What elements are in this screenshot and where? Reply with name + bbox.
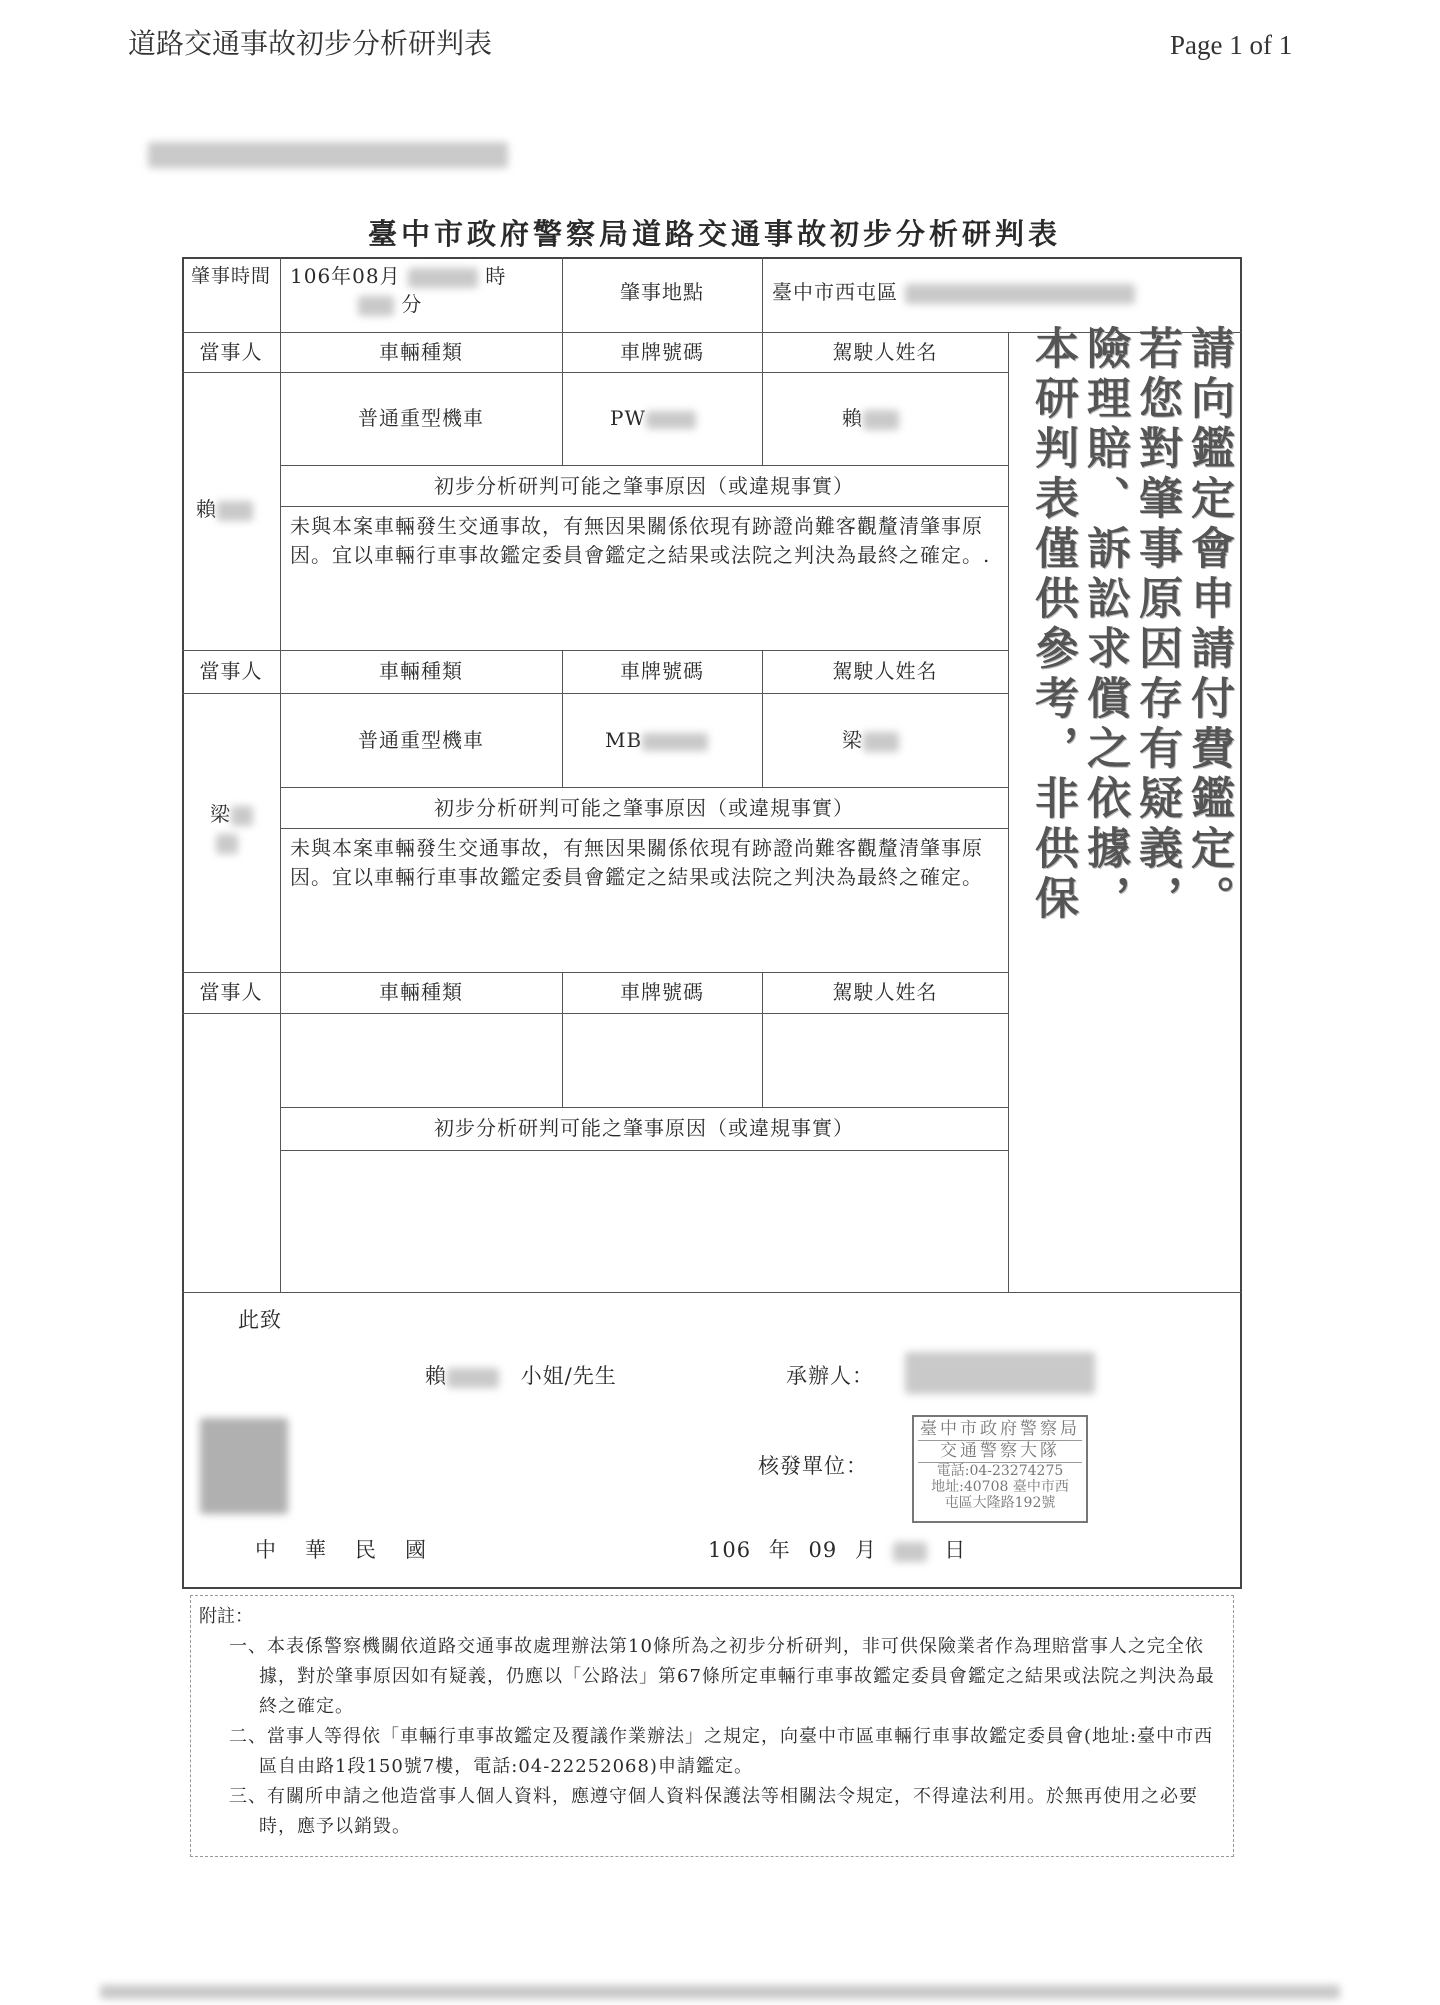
location-district: 臺中市西屯區 [772,280,898,304]
driver-label: 駕駛人姓名 [832,340,938,364]
vehicle-type-label: 車輛種類 [379,659,463,683]
redacted-name [231,806,253,826]
rule [280,828,1008,829]
party-1-name [196,495,276,523]
side-note-col-2: 若您對肇事原因存有疑義， [1131,325,1182,925]
salutation: 此致 [238,1308,282,1332]
party-2-plate [605,726,760,754]
rule [1008,332,1009,1292]
party-1-surname: 賴 [196,497,217,521]
rule [182,972,1008,973]
rule [762,257,763,332]
issuer-label: 核發單位： [758,1454,868,1478]
party-2-name [210,800,270,856]
stamp-phone: 電話:04-23274275 [936,1463,1064,1479]
note-item-2: 二、當事人等得依「車輛行車事故鑑定及覆議作業辦法」之規定，向臺中市區車輛行車事故鑑定委員會(地址:臺中市西區自由路1段150號7樓，電話:04-22252068)申請鑑定。 [229,1726,1214,1777]
party-1-plate-prefix: PW [610,406,647,430]
side-note-col-4: 本研判表僅供參考，非供保 [1027,325,1078,925]
rule [280,1107,1008,1108]
party-1-driver [842,404,1002,432]
recipient-surname: 賴 [425,1364,447,1388]
redacted-day [408,268,478,288]
rule [182,650,1008,651]
date-month-unit: 月 [854,1538,877,1562]
date-month: 09 [808,1538,838,1562]
time-label: 肇事時間 [190,265,271,287]
recipient-suffix: 小姐/先生 [520,1364,617,1388]
plate-label: 車牌號碼 [620,340,704,364]
vehicle-type-label: 車輛種類 [379,340,463,364]
redacted-url [148,142,508,168]
stamp-line-1: 臺中市政府警察局 [920,1419,1080,1439]
stamp-address-2: 屯區大隆路192號 [944,1495,1056,1511]
date-year: 106 [708,1538,752,1562]
party-3-cause-header: 初步分析研判可能之肇事原因（或違規事實） [434,1116,854,1140]
party-2-driver [842,726,1002,754]
party-1-cause: 未與本案車輛發生交通事故，有無因果關係依現有跡證尚難客觀釐清肇事原因。宜以車輛行車事故鑑定委員會鑑定之結果或法院之判決為最終之確定。. [290,514,991,567]
redacted-minute [358,296,394,316]
side-note-col-1: 請向鑑定會申請付費鑑定。 [1183,325,1234,925]
party-1-cause-header: 初步分析研判可能之肇事原因（或違規事實） [434,474,854,498]
time-year-month: 106年08月 [290,264,401,288]
time-value [290,262,560,318]
redacted-name [863,410,899,430]
page-indicator: Page 1 of 1 [1170,30,1293,60]
notes-box [190,1595,1234,1857]
redacted-footer [100,1985,1340,1999]
redacted-name [217,501,253,521]
rule [280,506,1008,507]
party-2-surname: 梁 [210,802,231,826]
form-title: 臺中市政府警察局道路交通事故初步分析研判表 [368,217,1062,251]
redacted-name [863,732,899,752]
notes-title: 附註： [199,1606,253,1627]
location-label: 肇事地點 [620,280,704,304]
date-year-unit: 年 [768,1538,791,1562]
plate-label: 車牌號碼 [620,980,704,1004]
redacted-seal [200,1418,288,1514]
vehicle-type-label: 車輛種類 [379,980,463,1004]
redacted-plate [642,733,708,751]
document-header-title: 道路交通事故初步分析研判表 [128,27,493,60]
redacted-day [893,1542,927,1562]
redacted-name [447,1368,499,1388]
redacted-name [216,834,238,854]
redacted-handler-name [905,1352,1095,1394]
rule [182,1013,1008,1014]
party-1-driver-surname: 賴 [842,406,863,430]
driver-label: 駕駛人姓名 [832,980,938,1004]
stamp-address-1: 地址:40708 臺中市西 [931,1479,1069,1495]
party-1-vehicle: 普通重型機車 [358,406,484,430]
party-1-plate [610,404,760,432]
party-label: 當事人 [199,340,263,364]
party-2-vehicle: 普通重型機車 [358,728,484,752]
rule [182,372,1008,373]
party-2-cause: 未與本案車輛發生交通事故，有無因果關係依現有跡證尚難客觀釐清肇事原因。宜以車輛行車事故鑑定委員會鑑定之結果或法院之判決為最終之確定。 [290,836,983,889]
rule [182,693,1008,694]
stamp-line-2: 交通警察大隊 [918,1441,1082,1463]
driver-label: 駕駛人姓名 [832,659,938,683]
rule [182,1292,1242,1293]
plate-label: 車牌號碼 [620,659,704,683]
rule [280,787,1008,788]
party-2-cause-header: 初步分析研判可能之肇事原因（或違規事實） [434,796,854,820]
side-note-col-3: 險理賠、訴訟求償之依據， [1079,325,1130,925]
redacted-address [905,284,1135,304]
party-2-driver-surname: 梁 [842,728,863,752]
rule [280,465,1008,466]
party-label: 當事人 [199,980,263,1004]
location-value [772,278,1232,306]
date-era: 中 華 民 國 [255,1538,430,1562]
note-item-3: 三、有關所申請之他造當事人個人資料，應遵守個人資料保護法等相關法令規定，不得違法利用。於無再使用之必要時，應予以銷毀。 [229,1786,1198,1837]
note-item-1: 一、本表係警察機關依道路交通事故處理辦法第10條所為之初步分析研判，非可供保險業者作為理賠當事人之完全依據，對於肇事原因如有疑義，仍應以「公路法」第67條所定車輛行車事故鑑定委員會鑑定之結果或法院之判決為最終之確定。 [229,1636,1215,1717]
time-hour-unit: 時 [485,264,507,288]
party-label: 當事人 [199,659,263,683]
rule [280,1150,1008,1151]
handler-label: 承辦人： [786,1364,874,1388]
redacted-plate [646,411,696,429]
date-day-unit: 日 [944,1538,967,1562]
issue-date [708,1536,966,1564]
party-2-plate-prefix: MB [605,728,643,752]
recipient [425,1362,617,1390]
time-minute-unit: 分 [401,292,423,316]
issuer-stamp [912,1415,1088,1523]
